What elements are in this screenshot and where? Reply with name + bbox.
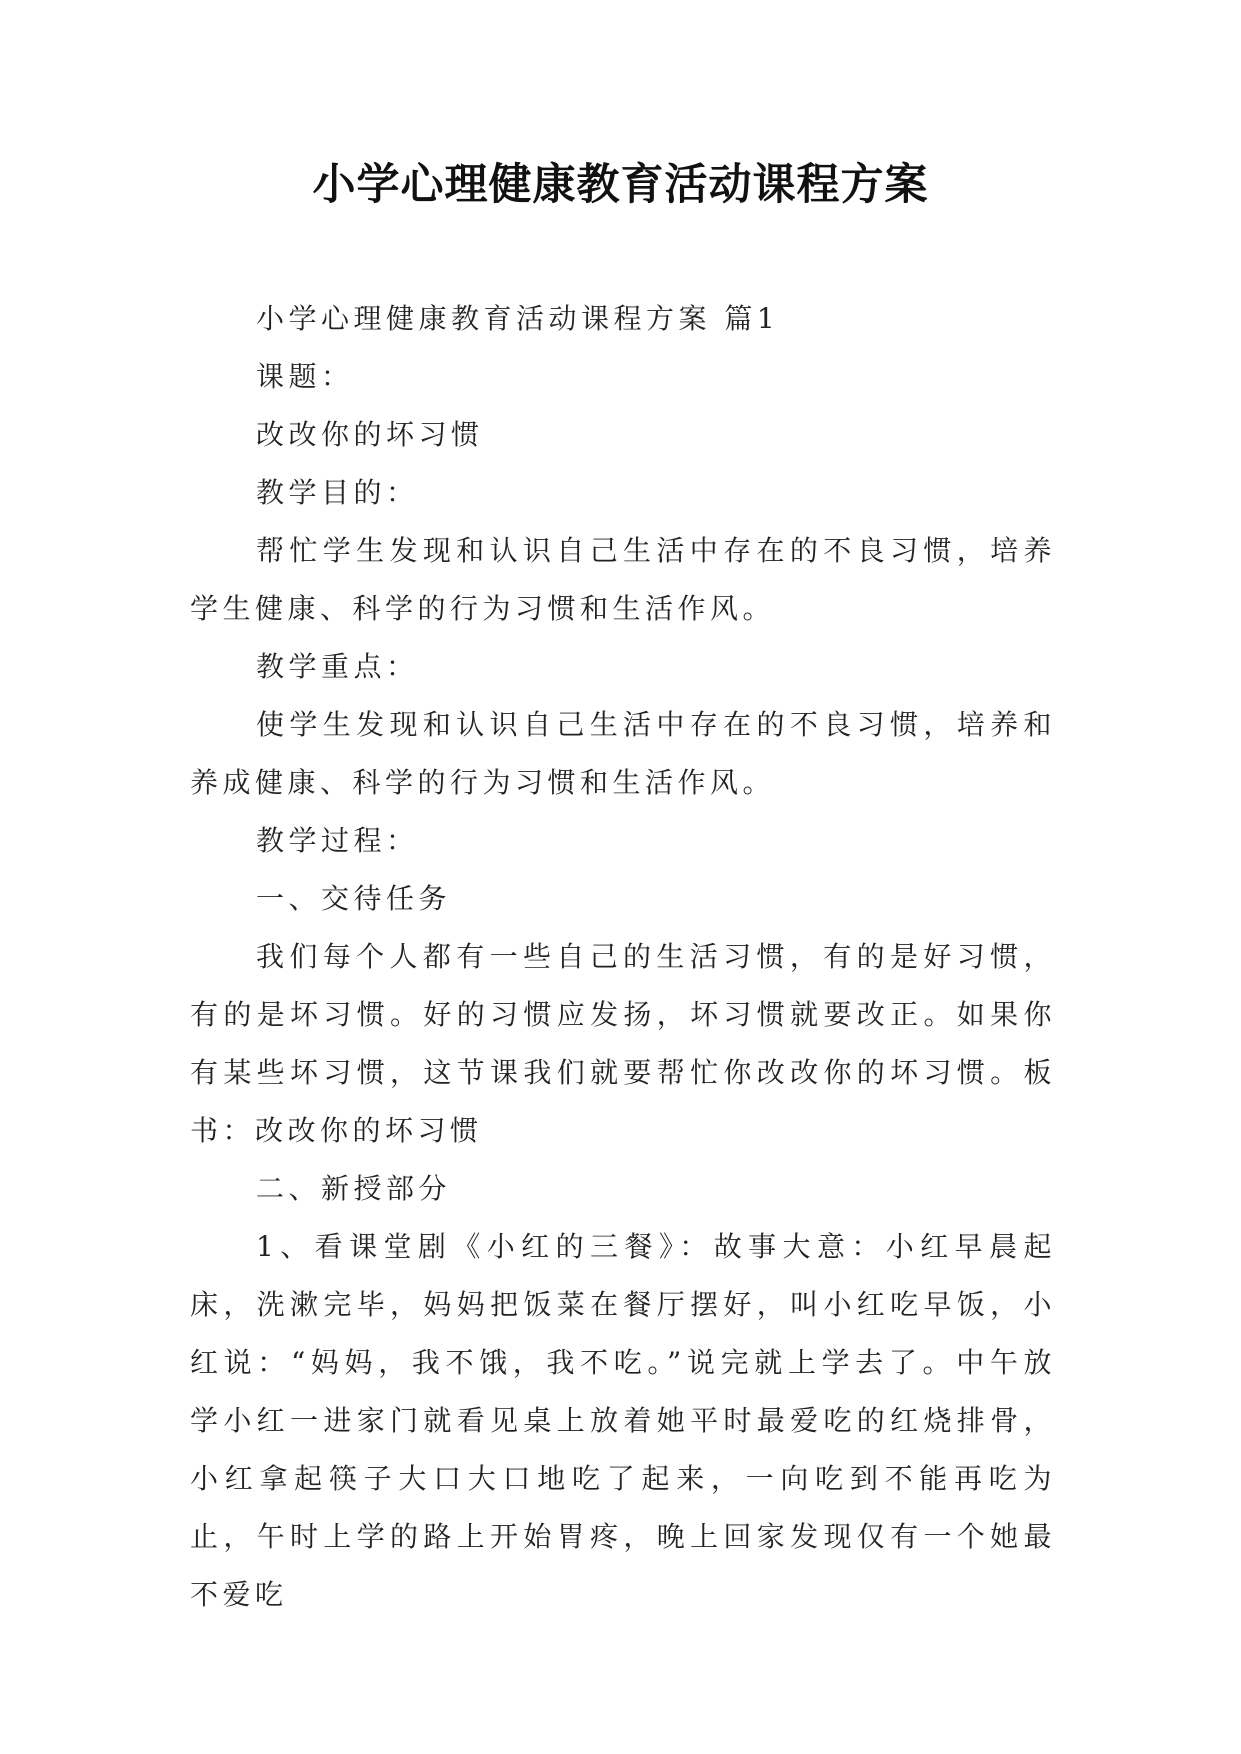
topic-text: 改改你的坏习惯 [256, 418, 484, 451]
label-teaching-focus: 教学重点： [256, 650, 419, 683]
label-teaching-process: 教学过程： [256, 824, 419, 857]
teaching-goal-text: 帮忙学生发现和认识自己生活中存在的不良习惯，培养学生健康、科学的行为习惯和生活作风。 [190, 534, 1056, 625]
label-teaching-goal: 教学目的： [256, 476, 419, 509]
section-heading: 小学心理健康教育活动课程方案 篇1 [256, 302, 780, 335]
teaching-focus-text: 使学生发现和认识自己生活中存在的不良习惯，培养和养成健康、科学的行为习惯和生活作风。 [190, 708, 1056, 799]
step-one-heading: 一、交待任务 [256, 882, 452, 915]
step-two-heading: 二、新授部分 [256, 1172, 452, 1205]
document-title: 小学心理健康教育活动课程方案 [312, 160, 929, 210]
document-body [190, 290, 1056, 1624]
step-two-text: 1、看课堂剧《小红的三餐》：故事大意：小红早晨起床，洗漱完毕，妈妈把饭菜在餐厅摆好，叫小红吃早饭，小红说：“妈妈，我不饿，我不吃。”说完就上学去了。中午放学小红一进家门就看见桌上放着她平时最爱吃的红烧排骨，小红拿起筷子大口大口地吃了起来，一向吃到不能再吃为止，午时上学的路上开始胃疼，晚上回家发现仅有一个她最不爱吃 [190, 1230, 1056, 1611]
label-topic: 课题： [256, 360, 354, 393]
step-one-text: 我们每个人都有一些自己的生活习惯，有的是好习惯，有的是坏习惯。好的习惯应发扬，坏习惯就要改正。如果你有某些坏习惯，这节课我们就要帮忙你改改你的坏习惯。板书：改改你的坏习惯 [190, 940, 1056, 1147]
